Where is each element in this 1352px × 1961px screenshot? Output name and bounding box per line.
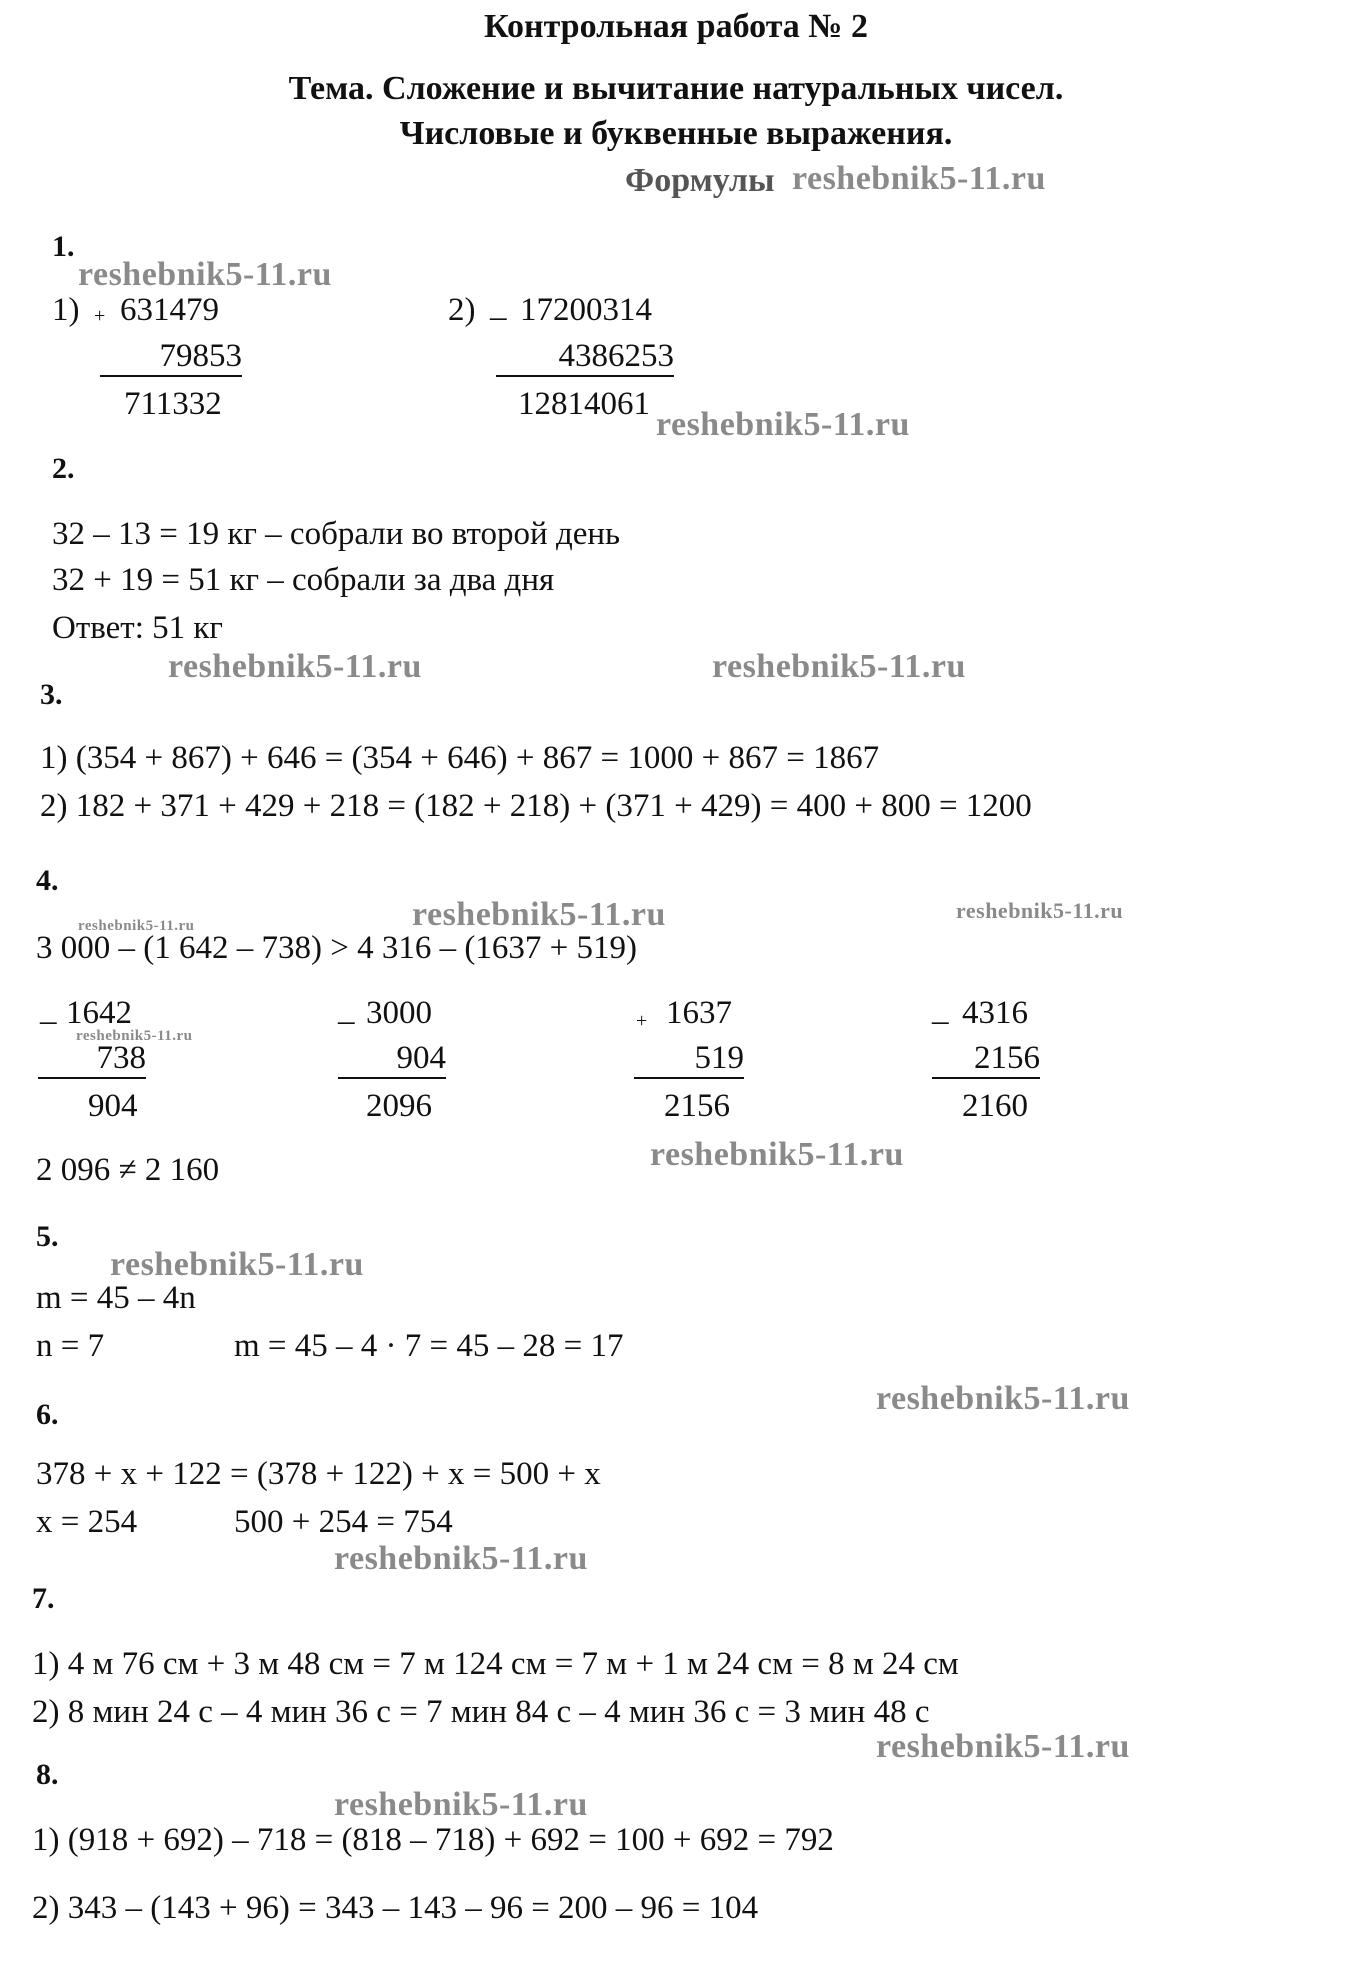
watermark: reshebnik5-11.ru (76, 1028, 193, 1044)
task-6-line-1: 378 + x + 122 = (378 + 122) + x = 500 + x (36, 1456, 601, 1492)
watermark: reshebnik5-11.ru (110, 1246, 364, 1283)
column-top: 1637 (666, 995, 732, 1031)
minus-sign: _ (40, 992, 57, 1028)
watermark: reshebnik5-11.ru (956, 898, 1124, 923)
task-3-line-1: 1) (354 + 867) + 646 = (354 + 646) + 867 = 1000 + 867 = 1867 (40, 740, 880, 776)
topic-line-1: Тема. Сложение и вычитание натуральных чисел. (288, 70, 1064, 107)
task-1a-top: 631479 (120, 292, 219, 328)
column-result: 2096 (366, 1088, 432, 1124)
column-bottom: 904 (338, 1040, 446, 1079)
column-result: 904 (88, 1088, 138, 1124)
column-top: 3000 (366, 995, 432, 1031)
watermark: reshebnik5-11.ru (412, 896, 666, 933)
task-1a-result: 711332 (124, 386, 222, 422)
page-title: Контрольная работа № 2 (484, 8, 868, 45)
column-result: 2160 (962, 1088, 1028, 1124)
column-result: 2156 (664, 1088, 730, 1124)
task-1b-result: 12814061 (518, 386, 650, 422)
task-5-number: 5. (36, 1220, 59, 1253)
column-bottom: 738 (38, 1040, 146, 1079)
watermark: reshebnik5-11.ru (792, 160, 1046, 197)
watermark: reshebnik5-11.ru (78, 256, 332, 293)
task-8-line-2: 2) 343 – (143 + 96) = 343 – 143 – 96 = 200 – 96 = 104 (32, 1890, 759, 1926)
task-7-line-2: 2) 8 мин 24 с – 4 мин 36 с = 7 мин 84 с – 4 мин 36 с = 3 мин 48 с (32, 1694, 930, 1730)
column-bottom: 519 (634, 1040, 744, 1079)
topic-line-3: Формулы (625, 162, 775, 199)
watermark: reshebnik5-11.ru (876, 1728, 1130, 1765)
minus-sign: _ (932, 992, 949, 1028)
task-7-number: 7. (32, 1582, 55, 1615)
column-bottom: 2156 (932, 1040, 1040, 1079)
column-top: 4316 (962, 995, 1028, 1031)
task-1b-top: 17200314 (520, 292, 652, 328)
task-4-conclusion: 2 096 ≠ 2 160 (36, 1152, 220, 1188)
watermark: reshebnik5-11.ru (78, 918, 195, 934)
plus-sign: + (94, 305, 106, 327)
task-8-line-1: 1) (918 + 692) – 718 = (818 – 718) + 692 = 100 + 692 = 792 (32, 1822, 834, 1858)
watermark: reshebnik5-11.ru (656, 406, 910, 443)
task-5-line-2a: n = 7 (36, 1328, 105, 1364)
task-1b-bottom: 4386253 (496, 338, 674, 377)
task-1a-label: 1) (52, 292, 80, 328)
task-6-line-2b: 500 + 254 = 754 (234, 1504, 453, 1540)
task-1b-label: 2) (448, 292, 476, 328)
task-2-number: 2. (52, 452, 75, 485)
task-6-line-2a: x = 254 (36, 1504, 138, 1540)
task-7-line-1: 1) 4 м 76 см + 3 м 48 см = 7 м 124 см = 7 м + 1 м 24 см = 8 м 24 см (32, 1646, 959, 1682)
task-2-line-1: 32 – 13 = 19 кг – собрали во второй день (52, 516, 621, 552)
task-8-number: 8. (36, 1758, 59, 1791)
watermark: reshebnik5-11.ru (876, 1380, 1130, 1417)
task-3-line-2: 2) 182 + 371 + 429 + 218 = (182 + 218) + (371 + 429) = 400 + 800 = 1200 (40, 788, 1032, 824)
task-2-answer: Ответ: 51 кг (52, 610, 223, 646)
task-6-number: 6. (36, 1398, 59, 1431)
watermark: reshebnik5-11.ru (712, 648, 966, 685)
task-4-number: 4. (36, 864, 59, 897)
watermark: reshebnik5-11.ru (650, 1136, 904, 1173)
task-2-line-2: 32 + 19 = 51 кг – собрали за два дня (52, 562, 555, 598)
watermark: reshebnik5-11.ru (334, 1540, 588, 1577)
task-3-number: 3. (40, 678, 63, 711)
task-1-number: 1. (52, 230, 75, 263)
plus-sign: + (636, 1010, 648, 1032)
topic-line-2: Числовые и буквенные выражения. (399, 115, 953, 152)
watermark: reshebnik5-11.ru (334, 1786, 588, 1823)
task-5-line-1: m = 45 – 4n (36, 1280, 196, 1316)
column-top: 1642 (66, 995, 132, 1031)
task-1a-bottom: 79853 (100, 338, 242, 377)
task-5-line-2b: m = 45 – 4 · 7 = 45 – 28 = 17 (234, 1328, 624, 1364)
watermark: reshebnik5-11.ru (168, 648, 422, 685)
minus-sign: _ (338, 992, 355, 1028)
task-4-expression: 3 000 – (1 642 – 738) > 4 316 – (1637 + 519) (36, 930, 637, 966)
minus-sign: _ (490, 288, 507, 324)
